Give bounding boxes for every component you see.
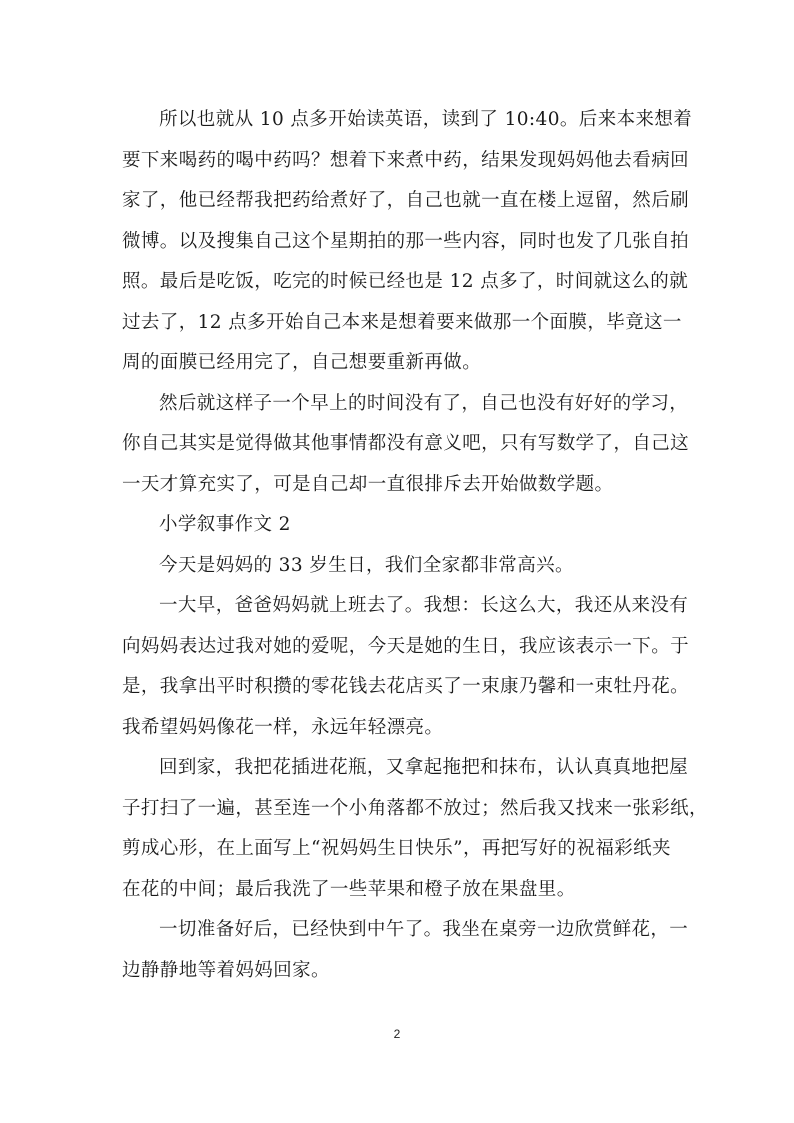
text-line: 今天是妈妈的 33 岁生日，我们全家都非常高兴。 xyxy=(159,554,574,576)
paragraph-5 xyxy=(122,748,708,910)
text-line: 然后就这样子一个早上的时间没有了，自己也没有好好的学习， xyxy=(159,392,689,414)
text-line: 子打扫了一遍，甚至连一个小角落都不放过；然后我又找来一张彩纸， xyxy=(122,797,708,819)
heading-line: 小学叙事作文 2 xyxy=(159,514,291,535)
text-line: 一切准备好后，已经快到中午了。我坐在桌旁一边欣赏鲜花，一 xyxy=(159,919,689,940)
text-line: 周的面膜已经用完了，自己想要重新再做。 xyxy=(122,352,482,373)
text-line: 在花的中间；最后我洗了一些苹果和橙子放在果盘里。 xyxy=(122,878,576,900)
document-body xyxy=(122,100,708,991)
text-line: 你自己其实是觉得做其他事情都没有意义吧，只有写数学了，自己这 xyxy=(122,433,690,454)
text-line: 微博。以及搜集自己这个星期拍的那一些内容，同时也发了几张自拍 xyxy=(122,230,690,252)
paragraph-3 xyxy=(122,546,682,587)
paragraph-6 xyxy=(122,910,689,991)
text-line: 家了，他已经帮我把药给煮好了，自己也就一直在楼上逗留，然后刷 xyxy=(122,190,690,211)
text-line: 要下来喝药的喝中药吗？想着下来煮中药，结果发现妈妈他去看病回 xyxy=(122,149,690,171)
text-line: 照。最后是吃饭，吃完的时候已经也是 12 点多了，时间就这么的就 xyxy=(122,271,689,292)
text-line: 一大早，爸爸妈妈就上班去了。我想：长这么大，我还从来没有 xyxy=(159,595,689,616)
text-line: 是，我拿出平时积攒的零花钱去花店买了一束康乃馨和一束牡丹花。 xyxy=(122,676,690,697)
text-line: 向妈妈表达过我对她的爱呢，今天是她的生日，我应该表示一下。于 xyxy=(122,635,690,657)
section-heading xyxy=(122,505,682,546)
text-line: 我希望妈妈像花一样，永远年轻漂亮。 xyxy=(122,716,444,738)
paragraph-1 xyxy=(122,100,693,384)
paragraph-2 xyxy=(122,384,690,506)
paragraph-4 xyxy=(122,586,690,748)
text-line: 过去了，12 点多开始自己本来是想着要来做那一个面膜，毕竟这一 xyxy=(122,311,682,333)
text-line: 一天才算充实了，可是自己却一直很排斥去开始做数学题。 xyxy=(122,473,614,495)
text-line: 回到家，我把花插进花瓶，又拿起拖把和抹布，认认真真地把屋 xyxy=(159,757,689,778)
page-number: 2 xyxy=(393,1027,401,1041)
text-line: 所以也就从 10 点多开始读英语，读到了 10:40。后来本来想着 xyxy=(159,109,693,130)
text-line: 边静静地等着妈妈回家。 xyxy=(122,959,330,981)
text-line: 剪成心形，在上面写上“祝妈妈生日快乐”，再把写好的祝福彩纸夹 xyxy=(122,838,671,859)
